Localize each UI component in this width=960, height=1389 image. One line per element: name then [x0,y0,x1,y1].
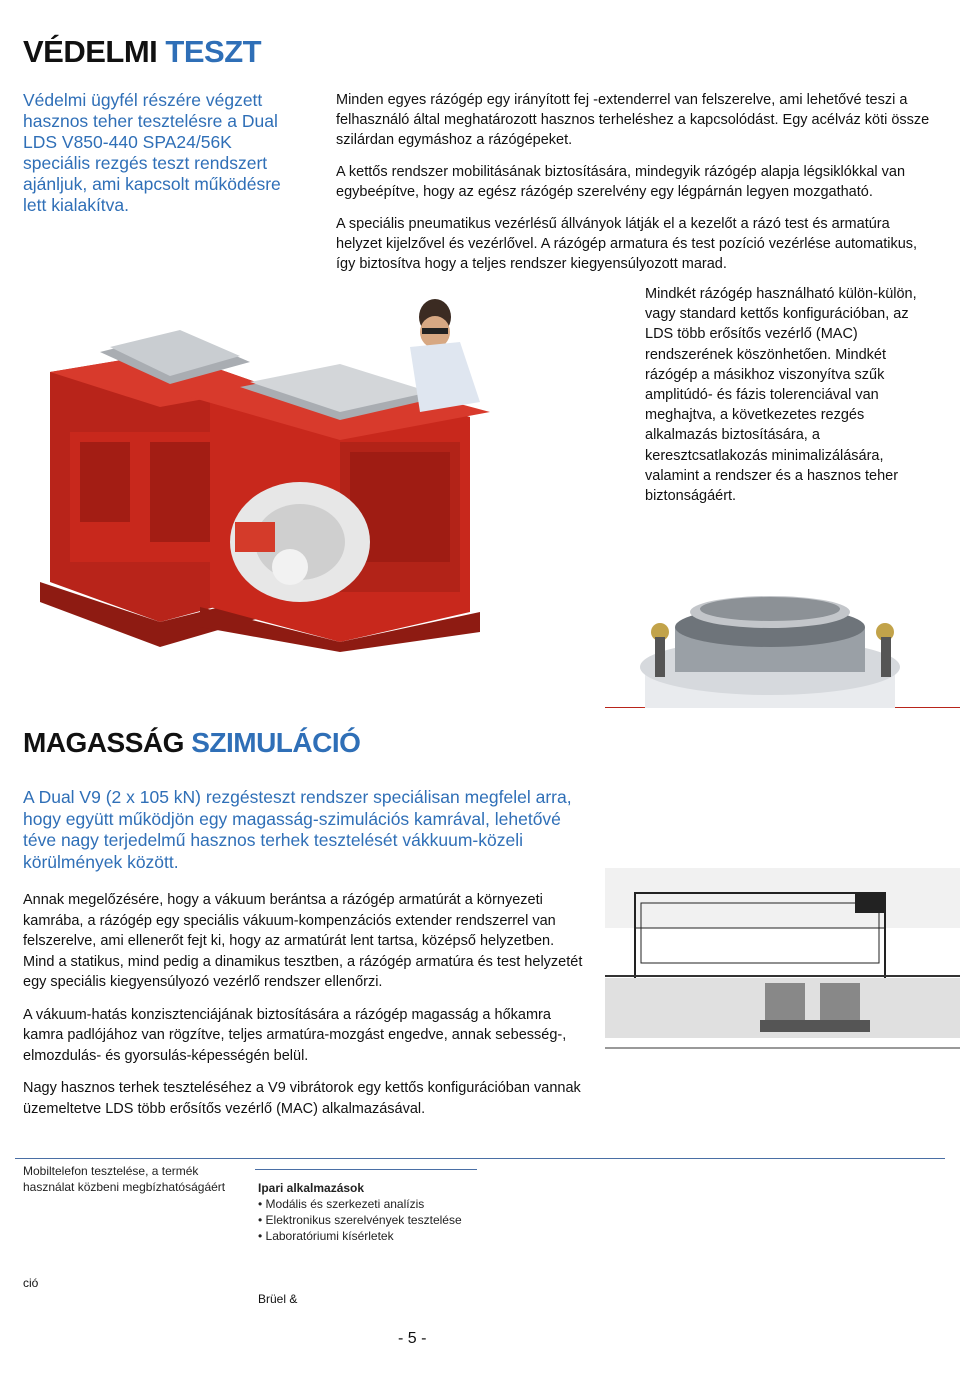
footer-divider [15,1158,945,1159]
section-title-magassag [23,727,360,759]
section1-paragraphs [336,90,936,286]
footer-fragment-left: ció [23,1276,39,1290]
paragraph: Nagy hasznos terhek teszteléséhez a V9 vibrátorok egy kettős konfigurációban vannak üzemeltetve LDS több erősítős vezérlő (MAC) alkalmazásával. [23,1080,581,1117]
paragraph: A kettős rendszer mobilitásának biztosítására, mindegyik rázógép alapja légsiklókkal van egybeépítve, hogy az egész rázógép szerelvény egy légpárnán legyen mozgatható. [336,164,906,200]
list-item: • Laboratóriumi kísérletek [258,1229,394,1243]
applications-heading: Ipari alkalmazások [258,1181,365,1195]
footer-fragment-right: Brüel & [258,1292,298,1306]
paragraph: Annak megelőzésére, hogy a vákuum berántsa a rázógép armatúrát a környezeti kamrába, a rázógép egy speciális vákuum-kompenzációs extender rendszerrel van felszerelve, ami ellenerőt fejt ki, hogy az armatúrát lent tartsa, középső helyzetben. Mind a statikus, mind pedig a dinamikus tesztben, a rázógép armatúra és test helyzetét egy speciális kiegyensúlyozó vezérlő rendszer ellenőrzi. [23,892,583,990]
list-item: • Modális és szerkezeti analízis [258,1197,425,1211]
section1-side-text: Mindkét rázógép használható külön-külön, vagy standard kettős konfigurációban, az LDS több erősítős vezérlő (MAC) rendszerének köszönhetően. Mindkét rázógép a másikhoz viszonyítva szűk amplitúdó- és fázis tolerenciával van meghajtva, a következetes rezgés alkalmazás biztosítására, a keresztcsatlakozás minimalizálására, valamint a rendszer és a hasznos teher biztonságáért. [645,286,917,505]
title-word-dark: MAGASSÁG [23,727,184,758]
footer-caption: Mobiltelefon tesztelése, a termék használat közbeni megbízhatóságáért [23,1164,226,1194]
section2-paragraphs [23,890,583,1131]
list-item: • Elektronikus szerelvények tesztelése [258,1213,462,1227]
page-number: - 5 - [398,1330,427,1347]
section2-lead: A Dual V9 (2 x 105 kN) rezgésteszt rendszer speciálisan megfelel arra, hogy együtt működjön egy magasság-szimulációs kamrával, lehetővé téve nagy terjedelmű hasznos terhek tesztelését vákkuum-közeli körülmények között. [23,787,572,872]
paragraph: Minden egyes rázógép egy irányított fej -extenderrel van felszerelve, ami lehetővé teszi a felhasználó által meghatározott hasznos terheléshez a kapcsolódást. Egy acélváz köti össze szilárdan egymáshoz a rázógépeket. [336,92,930,148]
footer-right-divider [255,1169,477,1170]
dual-shaker-photo [40,292,600,652]
section1-lead: Védelmi ügyfél részére végzett hasznos teher tesztelésre a Dual LDS V850-440 SPA24/56K speciális rezgés teszt rendszert ajánljuk, ami kapcsolt működésre lett kialakítva. [23,90,281,215]
paragraph: A speciális pneumatikus vezérlésű állványok látják el a kezelőt a rázó test és armatúra helyzet kijelzővel és vezérlővel. A rázógép armatura és test pozíció vezérlése automatikus, így biztosítva hogy a teljes rendszer kiegyensúlyozott marad. [336,216,918,272]
altitude-chamber-diagram [605,708,960,1090]
title-word-blue: SZIMULÁCIÓ [191,727,361,758]
section-title-vedelmi [23,34,261,70]
applications-list [258,1180,518,1244]
title-word-dark: VÉDELMI [23,34,158,69]
paragraph: A vákuum-hatás konzisztenciájának biztosítására a rázógép magasság a hőkamra kamra padlójához van rögzítve, teljes armatúra-mozgást engedve, annak sebesség-, elmozdulás- és gyorsulás-képességén belül. [23,1006,567,1064]
title-word-blue: TESZT [165,34,262,69]
